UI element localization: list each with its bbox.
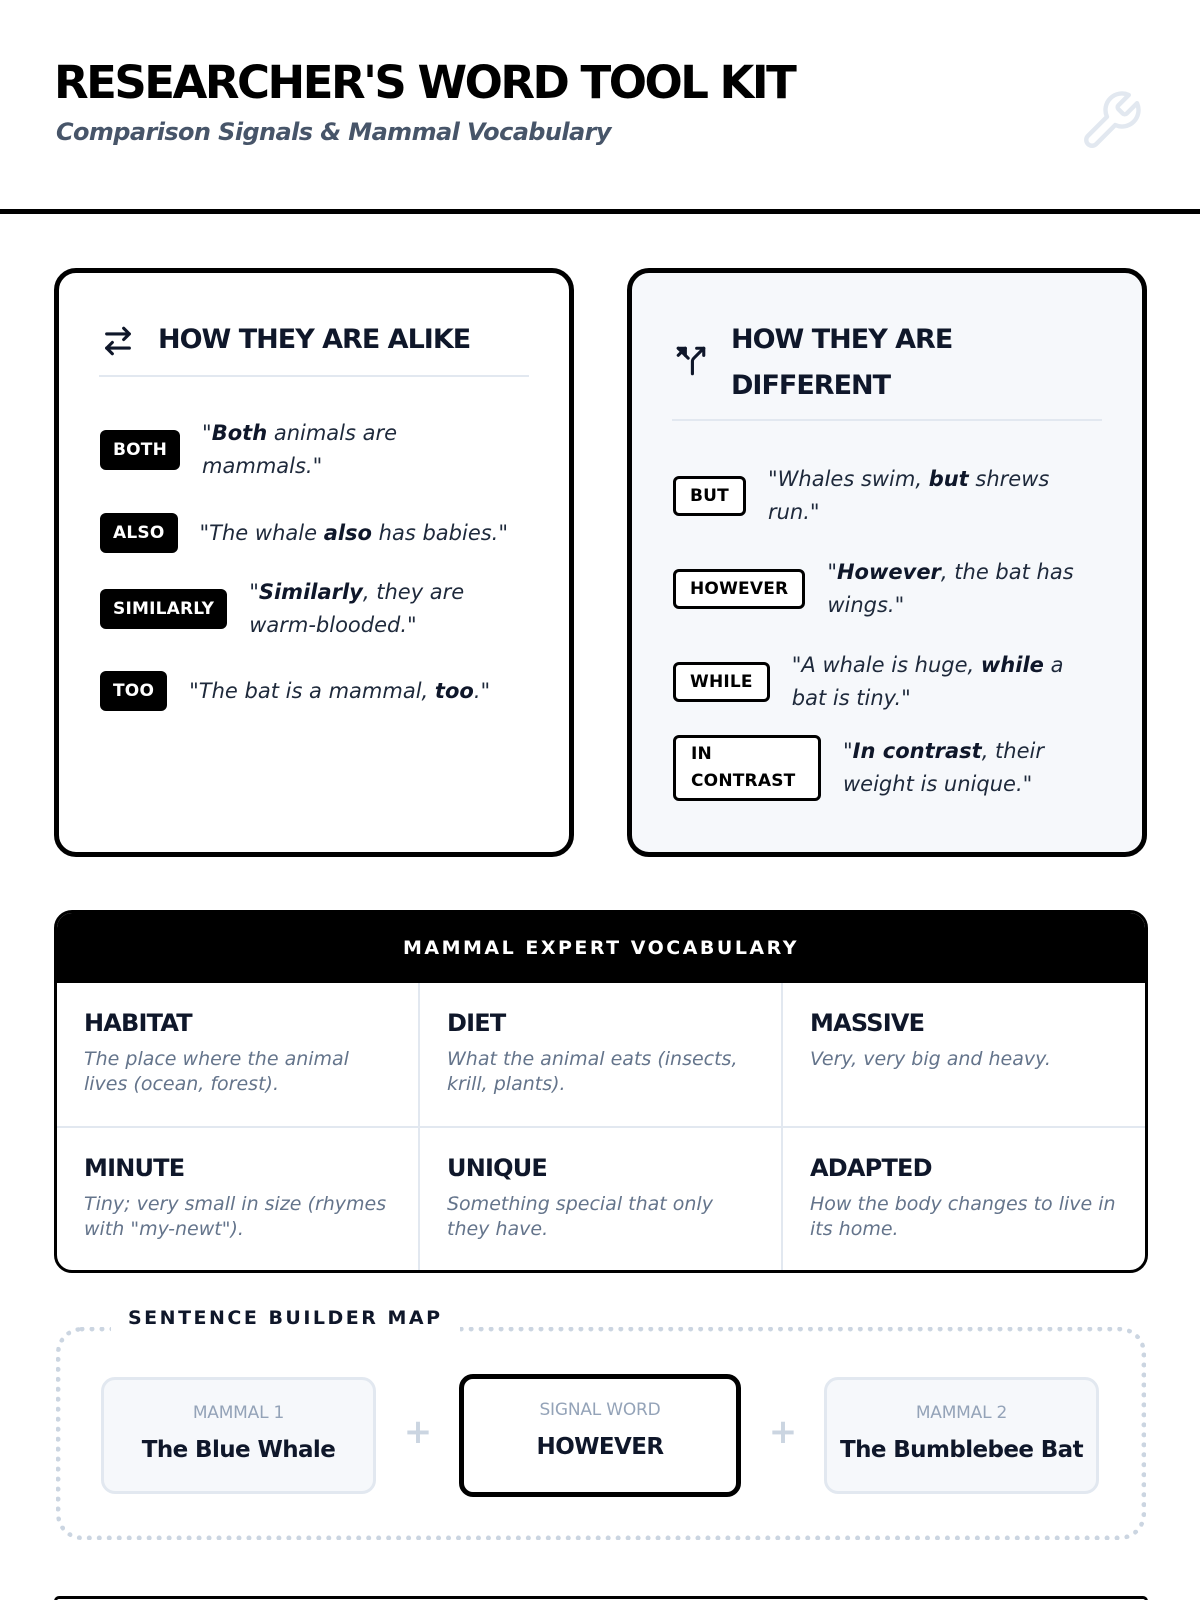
different-card-title: HOW THEY ARE DIFFERENT xyxy=(731,324,953,401)
alike-card-title: HOW THEY ARE ALIKE xyxy=(158,324,471,355)
different-card xyxy=(627,268,1147,857)
signal-badge-also: ALSO xyxy=(100,513,178,553)
alike-row-both xyxy=(100,417,426,483)
builder-slot-mammal-2 xyxy=(824,1377,1099,1494)
vocab-term: MASSIVE xyxy=(810,1009,925,1037)
slot-label: MAMMAL 1 xyxy=(192,1403,285,1423)
vocab-cell xyxy=(57,1128,420,1273)
signal-badge-both: BOTH xyxy=(100,430,180,470)
vocab-definition: Tiny; very small in size (rhymes with "my-newt"). xyxy=(84,1193,387,1240)
slot-label: MAMMAL 2 xyxy=(915,1403,1008,1423)
vocab-term: UNIQUE xyxy=(447,1154,547,1182)
signal-badge-but: BUT xyxy=(673,476,746,516)
alike-row-too xyxy=(100,671,509,711)
alike-row-similarly xyxy=(100,576,481,642)
vocabulary-table xyxy=(54,910,1148,1273)
page-title: RESEARCHER'S WORD TOOL KIT xyxy=(54,56,795,109)
swap-arrows-icon xyxy=(101,324,135,358)
slot-value: HOWEVER xyxy=(536,1434,664,1460)
builder-slot-signal-word xyxy=(459,1374,741,1497)
split-arrows-icon xyxy=(674,344,708,378)
vocab-term: DIET xyxy=(447,1009,506,1037)
different-row-in-contrast xyxy=(673,735,1083,801)
different-row-while xyxy=(673,649,1084,715)
example-sentence: "However, the bat has wings." xyxy=(827,560,1074,617)
vocab-definition: The place where the animal lives (ocean, forest). xyxy=(84,1048,349,1095)
alike-card xyxy=(54,268,574,857)
plus-icon: + xyxy=(768,1412,798,1452)
example-sentence: "Whales swim, but shrews run." xyxy=(767,467,1050,524)
signal-badge-similarly: SIMILARLY xyxy=(100,589,227,629)
vocab-cell xyxy=(783,1128,1148,1273)
next-section-edge xyxy=(54,1596,1148,1600)
vocab-term: ADAPTED xyxy=(810,1154,932,1182)
slot-value: The Blue Whale xyxy=(141,1437,336,1463)
signal-badge-however: HOWEVER xyxy=(673,569,805,609)
different-row-however xyxy=(673,556,1082,622)
vocab-cell xyxy=(420,1128,783,1273)
plus-icon: + xyxy=(403,1412,433,1452)
sentence-builder-title: SENTENCE BUILDER MAP xyxy=(111,1304,460,1332)
page-subtitle: Comparison Signals & Mammal Vocabulary xyxy=(56,118,611,146)
page-header xyxy=(0,0,1200,214)
slot-label: SIGNAL WORD xyxy=(539,1400,661,1420)
different-card-header xyxy=(672,317,1102,421)
slot-value: The Bumblebee Bat xyxy=(839,1437,1083,1463)
vocab-definition: Something special that only they have. xyxy=(447,1193,713,1240)
wrench-icon xyxy=(1078,88,1144,154)
alike-card-header xyxy=(99,317,529,377)
vocab-cell xyxy=(420,983,783,1128)
vocab-cell xyxy=(57,983,420,1128)
different-row-but xyxy=(673,463,1068,529)
signal-badge-in-contrast: IN CONTRAST xyxy=(673,735,821,801)
signal-badge-too: TOO xyxy=(100,671,167,711)
vocab-definition: Very, very big and heavy. xyxy=(810,1048,1051,1070)
alike-row-also xyxy=(100,513,540,553)
example-sentence: "The bat is a mammal, too." xyxy=(189,678,491,703)
example-sentence: "In contrast, their weight is unique." xyxy=(843,739,1044,796)
vocab-term: HABITAT xyxy=(84,1009,192,1037)
vocabulary-title: MAMMAL EXPERT VOCABULARY xyxy=(57,913,1145,983)
builder-slot-mammal-1 xyxy=(101,1377,376,1494)
vocab-definition: How the body changes to live in its home. xyxy=(810,1193,1116,1240)
signal-badge-while: WHILE xyxy=(673,662,770,702)
vocab-definition: What the animal eats (insects, krill, plants). xyxy=(447,1048,738,1095)
example-sentence: "Both animals are mammals." xyxy=(202,421,398,478)
vocab-term: MINUTE xyxy=(84,1154,185,1182)
example-sentence: "Similarly, they are warm-blooded." xyxy=(249,580,465,637)
example-sentence: "The whale also has babies." xyxy=(199,520,509,545)
example-sentence: "A whale is huge, while a bat is tiny." xyxy=(791,653,1064,710)
vocab-cell xyxy=(783,983,1148,1128)
